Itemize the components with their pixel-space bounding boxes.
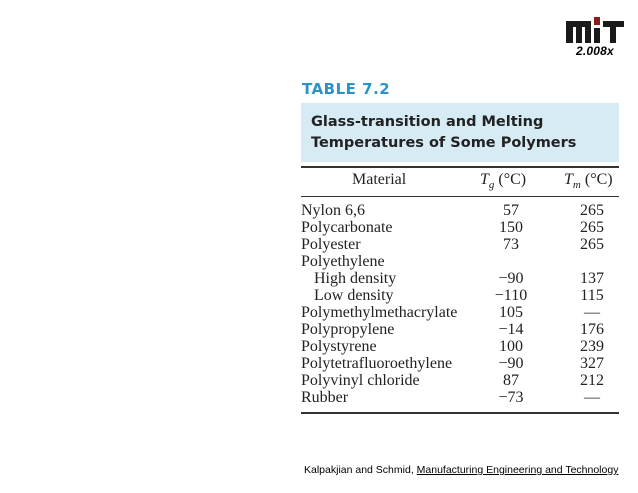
cell-tg: −90 [498, 270, 524, 287]
table-row [301, 236, 619, 253]
source-citation [304, 464, 618, 476]
cell-material: High density [314, 270, 397, 287]
cell-material: Polyvinyl chloride [301, 372, 420, 389]
cell-tm: 137 [580, 270, 604, 287]
cell-tg: 150 [499, 219, 523, 236]
table-row [301, 219, 619, 236]
citation-book-title: Manufacturing Engineering and Technology [416, 464, 619, 476]
cell-tg: −73 [498, 389, 524, 406]
table-bottom-rule [301, 412, 619, 414]
cell-tm: — [584, 389, 600, 406]
mit-logo-mark [566, 17, 624, 43]
cell-tg: 57 [503, 202, 519, 219]
table-row [301, 253, 619, 270]
table-number: TABLE 7.2 [302, 80, 391, 98]
table-row [301, 321, 619, 338]
cell-tg: −110 [494, 287, 528, 304]
table-body [301, 202, 619, 406]
cell-tg: 100 [499, 338, 523, 355]
cell-tg: 73 [503, 236, 519, 253]
cell-material: Polypropylene [301, 321, 395, 338]
table-title-box [301, 103, 619, 162]
cell-material: Rubber [301, 389, 349, 406]
course-code: 2.008x [576, 44, 614, 58]
header-tg: $T_g$ (°C) [480, 171, 527, 192]
cell-tg: −90 [498, 355, 524, 372]
cell-tm: 176 [580, 321, 604, 338]
table-title: Glass-transition and Melting Temperatures of Some Polymers [311, 114, 577, 151]
cell-material: Polyester [301, 236, 361, 253]
table-row [301, 304, 619, 321]
cell-tg: −14 [498, 321, 524, 338]
cell-tm: 212 [580, 372, 604, 389]
citation-authors: Kalpakjian and Schmid, [304, 464, 414, 476]
cell-tm: 115 [580, 287, 604, 304]
table-row [301, 202, 619, 219]
cell-material: Polyethylene [301, 253, 385, 270]
table-row [301, 270, 619, 287]
table-row [301, 338, 619, 355]
table-header-rule [301, 196, 619, 197]
cell-material: Polymethylmethacrylate [301, 304, 458, 321]
cell-material: Nylon 6,6 [301, 202, 365, 219]
cell-material: Polycarbonate [301, 219, 393, 236]
cell-material: Low density [314, 287, 394, 304]
table-row [301, 355, 619, 372]
table-row [301, 389, 619, 406]
cell-tm: 239 [580, 338, 604, 355]
cell-tm: 265 [580, 202, 604, 219]
header-material: Material [352, 171, 407, 188]
cell-tg: 105 [499, 304, 523, 321]
cell-tm: 327 [580, 355, 604, 372]
table-top-rule [301, 166, 619, 168]
table-row [301, 372, 619, 389]
cell-tg: 87 [503, 372, 519, 389]
cell-material: Polystyrene [301, 338, 377, 355]
cell-tm: — [584, 304, 600, 321]
header-tm: $T_m$ (°C) [564, 171, 613, 192]
table-row [301, 287, 619, 304]
cell-tm: 265 [580, 219, 604, 236]
cell-material: Polytetrafluoroethylene [301, 355, 453, 372]
cell-tm: 265 [580, 236, 604, 253]
